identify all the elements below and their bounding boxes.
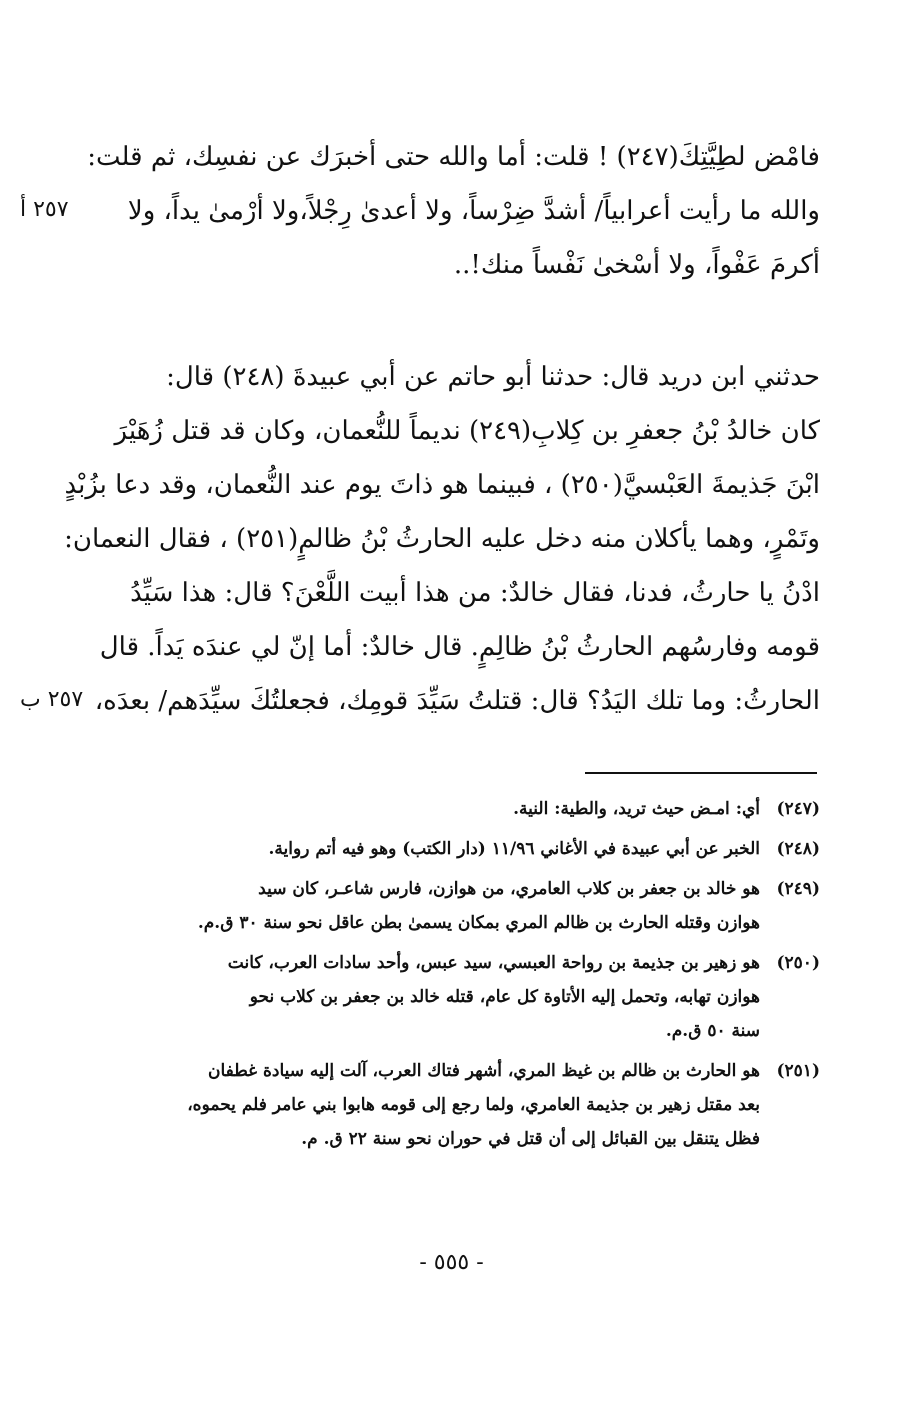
footnote xyxy=(110,1054,820,1156)
text-line: ادْنُ يا حارثُ، فدنا، فقال خالدٌ: من هذا أبيت اللَّعْنَ؟ قال: هذا سَيِّدُ xyxy=(130,578,820,608)
footnote-number: (٢٤٩) xyxy=(776,879,820,899)
text-line: حدثني ابن دريد قال: حدثنا أبو حاتم عن أبي عبيدةَ (٢٤٨) قال: xyxy=(166,362,820,392)
footnote-line: فظل يتنقل بين القبائل إلى أن قتل في حوران نحو سنة ٢٢ ق. م. xyxy=(301,1129,760,1149)
footnote-line: هوازن تهابه، وتحمل إليه الأتاوة كل عام، قتله خالد بن جعفر بن كلاب نحو xyxy=(249,987,760,1007)
footnote-line: هوازن وقتله الحارث بن ظالم المري بمكان يسمىٰ بطن عاقل نحو سنة ٣٠ ق.م. xyxy=(197,913,760,933)
text-line: فامْض لطِيَّتِكَ(٢٤٧) ! قلت: أما والله حتى أخبرَك عن نفسِك، ثم قلت: xyxy=(87,142,820,172)
paragraph-2 xyxy=(64,350,820,728)
paragraph-1 xyxy=(87,130,820,292)
text-line: والله ما رأيت أعرابياً/ أشدَّ ضِرْساً، ولا أعدىٰ رِجْلاً،ولا أرْمىٰ يداً، ولا xyxy=(127,196,820,226)
footnote-text xyxy=(110,832,760,866)
footnote-text xyxy=(110,1054,760,1156)
footnote-line: بعد مقتل زهير بن جذيمة العامري، ولما رجع إلى قومه هابوا بني عامر فلم يحموه، xyxy=(187,1095,760,1115)
footnote-line: الخبر عن أبي عبيدة في الأغاني ١١/٩٦ (دار الكتب) وهو فيه أتم رواية. xyxy=(268,839,760,859)
footnote-line: هو زهير بن جذيمة بن رواحة العبسي، سيد عبس، وأحد سادات العرب، كانت xyxy=(227,953,760,973)
footnote-text xyxy=(110,792,760,826)
footnote-text xyxy=(110,946,760,1048)
text-line: كان خالدُ بْنُ جعفرِ بن كِلابِ(٢٤٩) نديماً للنُّعمان، وكان قد قتل زُهَيْرَ xyxy=(114,416,820,446)
text-line: قومه وفارسُهم الحارثُ بْنُ ظالِمٍ. قال خالدٌ: أما إنّ لي عندَه يَداً. قال xyxy=(99,632,820,662)
text-line: ابْنَ جَذيمةَ العَبْسيَّ(٢٥٠) ، فبينما هو ذاتَ يوم عند النُّعمان، وقد دعا بزُبْدٍ xyxy=(64,470,820,500)
footnote-line: سنة ٥٠ ق.م. xyxy=(665,1021,760,1041)
margin-folio-note: ٢٥٧ أ xyxy=(20,197,69,222)
text-line: الحارثُ: وما تلك اليَدُ؟ قال: قتلتُ سَيِّدَ قومِك، فجعلتُكَ سيِّدَهم/ بعدَه، xyxy=(94,686,820,716)
text-line: أكرمَ عَفْواً، ولا أسْخىٰ نَفْساً منك!.. xyxy=(453,250,820,280)
footnote-divider xyxy=(585,772,817,774)
margin-folio-note: ٢٥٧ ب xyxy=(20,687,84,712)
footnote-number: (٢٥١) xyxy=(776,1061,820,1081)
footnote-number: (٢٤٨) xyxy=(776,839,820,859)
footnote xyxy=(110,832,820,866)
footnote xyxy=(110,872,820,940)
footnote xyxy=(110,792,820,826)
footnote-line: أي: امـض حيث تريد، والطية: النية. xyxy=(513,799,760,819)
footnote-line: هو خالد بن جعفر بن كلاب العامري، من هوازن، فارس شاعـر، كان سيد xyxy=(258,879,760,899)
footnote-number: (٢٥٠) xyxy=(776,953,820,973)
footnote-number: (٢٤٧) xyxy=(776,799,820,819)
footnote-line: هو الحارث بن ظالم بن غيظ المري، أشهر فتاك العرب، آلت إليه سيادة غطفان xyxy=(207,1061,760,1081)
text-line: وتَمْرٍ، وهما يأكلان منه دخل عليه الحارثُ بْنُ ظالمٍ(٢٥١) ، فقال النعمان: xyxy=(64,524,820,554)
footnote-text xyxy=(110,872,760,940)
footnotes xyxy=(110,792,820,1162)
footnote xyxy=(110,946,820,1048)
page-number: - ٥٥٥ - xyxy=(419,1250,484,1275)
